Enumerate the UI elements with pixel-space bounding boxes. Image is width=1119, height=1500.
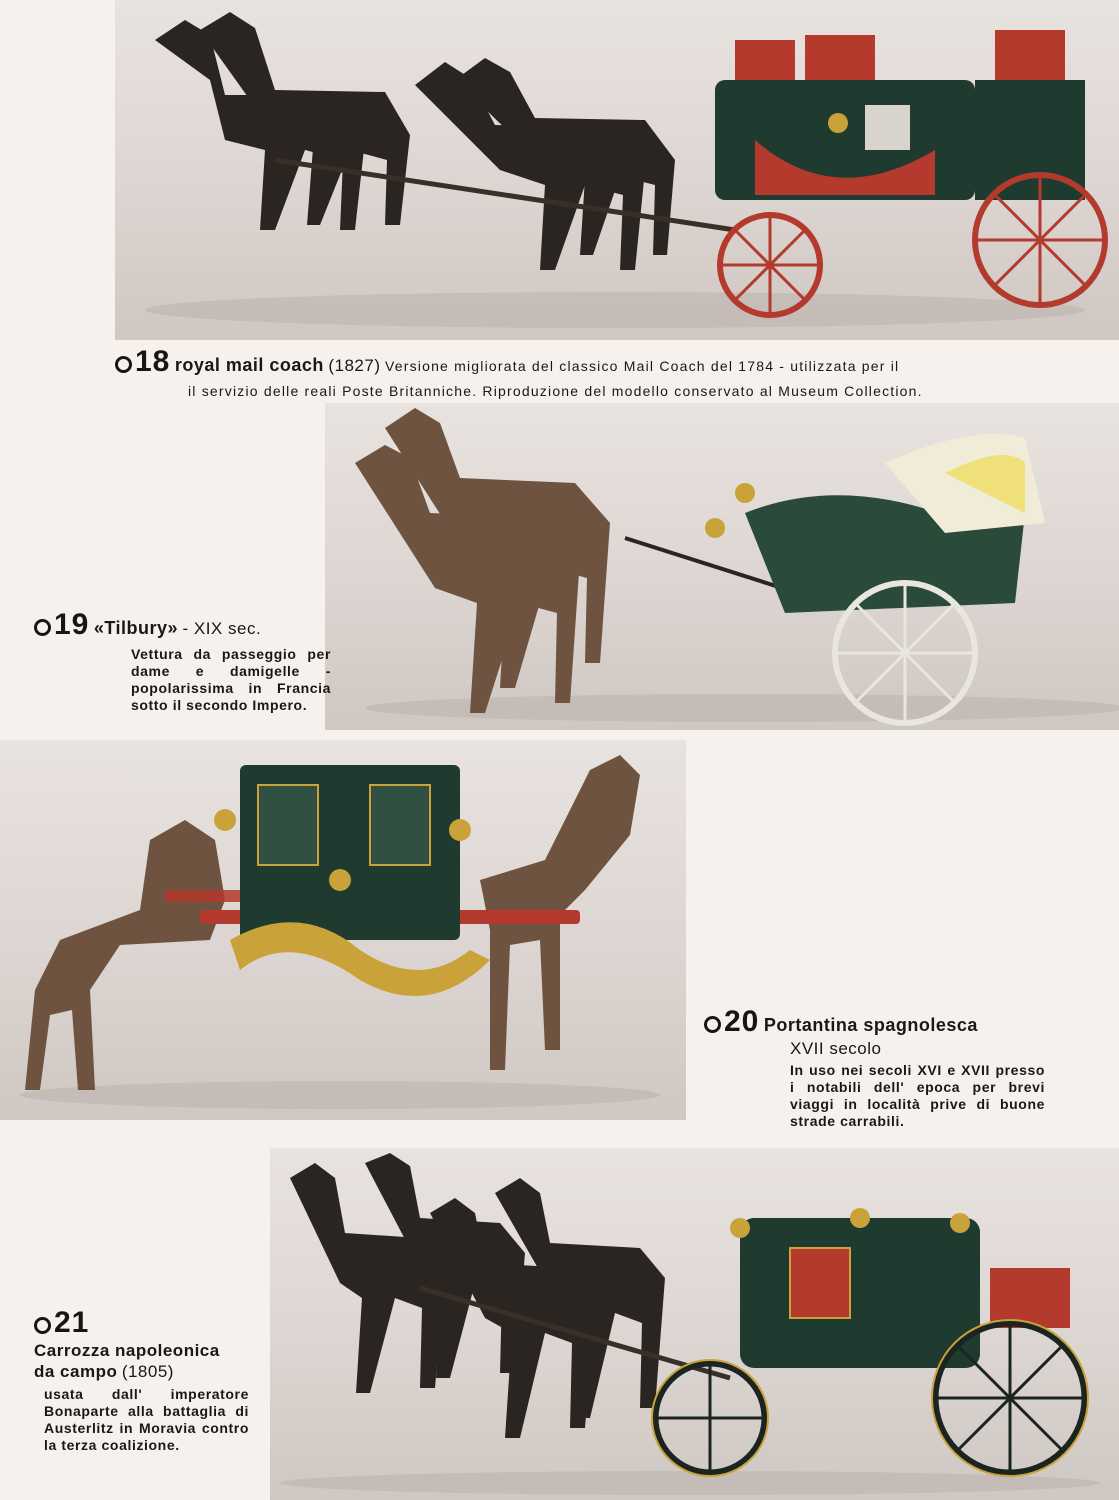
caption-item-21	[34, 1306, 264, 1454]
item-number-18: 18	[115, 358, 170, 375]
item-title-20: Portantina spagnolesca	[763, 1015, 978, 1035]
item-number-20: 20	[704, 1018, 759, 1035]
item-title-21-line2: da campo	[34, 1362, 118, 1381]
item-date-18: (1827)	[328, 356, 381, 375]
tilbury-illustration	[325, 403, 1119, 730]
circle-marker-icon	[34, 1317, 51, 1334]
circle-marker-icon	[34, 619, 51, 636]
item-number-19: 19	[34, 621, 89, 638]
item-title-18: royal mail coach	[174, 355, 324, 375]
circle-marker-icon	[704, 1016, 721, 1033]
carrozza-napoleonica-illustration	[270, 1148, 1119, 1500]
item-date-21: (1805)	[121, 1362, 174, 1381]
caption-item-20	[704, 1005, 1064, 1130]
item-date-19: - XIX sec.	[182, 619, 262, 638]
item-desc-21: usata dall' imperatore Bonaparte alla battaglia di Austerlitz in Moravia contro la terza coalizione.	[44, 1386, 249, 1453]
photo-royal-mail-coach	[115, 0, 1119, 340]
portantina-illustration	[0, 740, 686, 1120]
item-number-21: 21	[34, 1306, 264, 1340]
item-title-21-line1: Carrozza napoleonica	[34, 1341, 220, 1360]
caption-item-19	[34, 608, 331, 714]
circle-marker-icon	[115, 356, 132, 373]
item-title-19: «Tilbury»	[93, 618, 179, 638]
photo-tilbury	[325, 403, 1119, 730]
royal-mail-coach-illustration	[115, 0, 1119, 340]
item-desc-20: In uso nei secoli XVI e XVII presso i notabili dell' epoca per brevi viaggi in località prive di buone strade carrabili.	[790, 1062, 1045, 1129]
item-desc-18-line2: il servizio delle reali Poste Britanniche. Riproduzione del modello conservato al Museum Collection.	[188, 383, 923, 399]
item-date-20: XVII secolo	[790, 1039, 882, 1058]
item-desc-19: Vettura da passeggio per dame e damigelle - popolarissima in Francia sotto il secondo Impero.	[131, 646, 331, 713]
photo-portantina	[0, 740, 686, 1120]
caption-item-18	[115, 345, 1060, 399]
photo-carrozza-napoleonica	[270, 1148, 1119, 1500]
item-desc-18-line1: Versione migliorata del classico Mail Coach del 1784 - utilizzata per il	[384, 358, 900, 374]
